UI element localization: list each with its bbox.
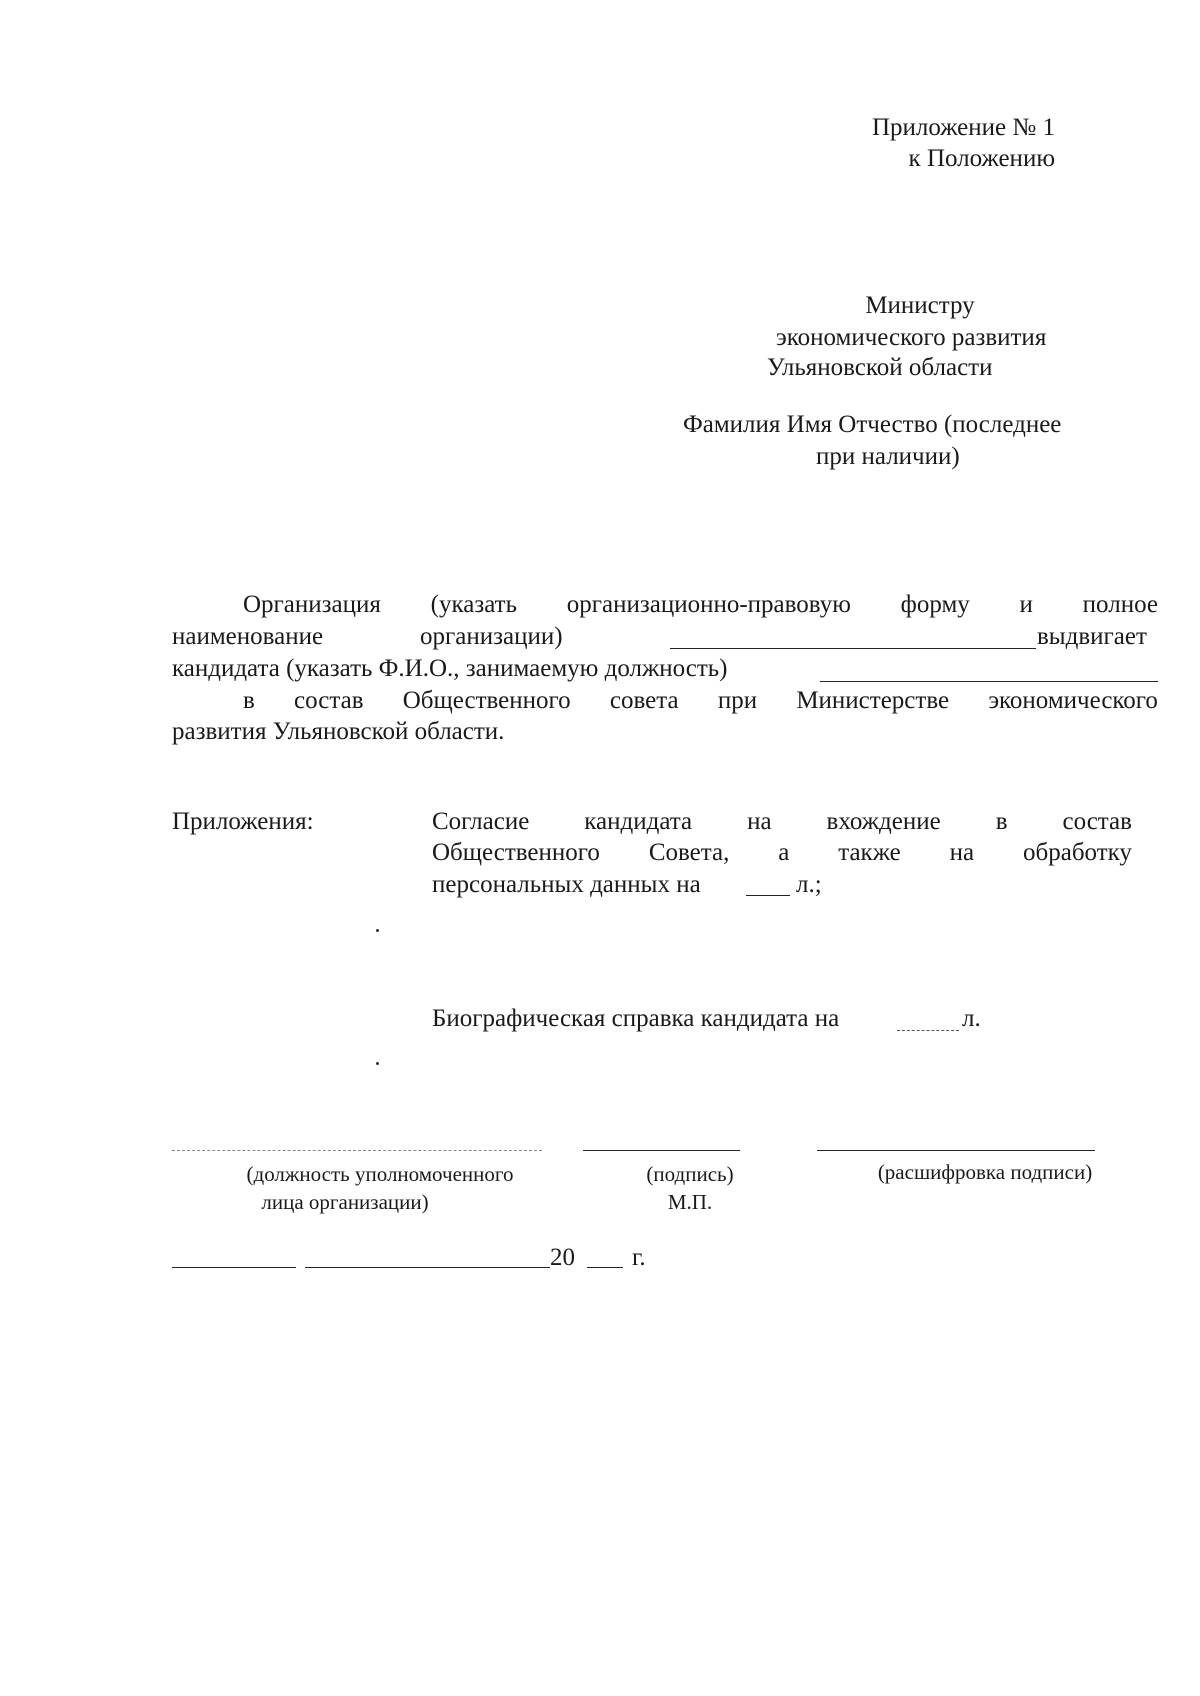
body-word: Министерстве: [796, 687, 950, 714]
addressee-line-1: Министру: [865, 292, 975, 319]
body-p1-line-3: кандидата (указать Ф.И.О., занимаемую должность): [172, 655, 728, 682]
position-caption-1: (должность уполномоченного: [246, 1162, 514, 1186]
attachment-1-line-3-end: л.;: [796, 871, 822, 898]
attachment-word: Совета,: [648, 839, 730, 866]
list-bullet-1: [376, 929, 379, 932]
addressee-name-line-2: при наличии): [816, 443, 960, 470]
attachment-2-start: Биографическая справка кандидата на: [432, 1005, 840, 1032]
date-day-line: [172, 1267, 296, 1268]
attachment-1-line-2: [432, 837, 1132, 869]
signature-caption: (подпись): [646, 1162, 734, 1186]
body-p2-line-1: [243, 685, 1158, 717]
body-p2-line-2: развития Ульяновской области.: [172, 718, 505, 745]
organization-name-line: [670, 648, 1036, 649]
attachment-word: Общественного: [432, 839, 600, 866]
attachment-word: Согласие: [432, 808, 530, 835]
body-word: Организация: [243, 591, 381, 618]
body-word: Общественного: [402, 687, 571, 714]
body-p1-word-naimenovanie: наименование: [172, 623, 324, 650]
annex-line-1: Приложение № 1: [871, 114, 1055, 141]
addressee-line-3: Ульяновской области: [767, 354, 993, 381]
body-word: организационно-правовую: [566, 591, 851, 618]
attachment-2-pages-line: [897, 1030, 959, 1031]
attachment-1-line-3-start: персональных данных на: [432, 871, 701, 898]
attachment-word: в: [995, 808, 1008, 835]
date-year-line: [587, 1267, 623, 1268]
attachment-word: также: [838, 839, 901, 866]
addressee-line-2: экономического развития: [776, 324, 1047, 351]
attachments-label: Приложения:: [172, 808, 314, 835]
attachment-word: кандидата: [584, 808, 693, 835]
addressee-name-line-1: Фамилия Имя Отчество (последнее: [683, 411, 1062, 438]
body-p1-line-1: [243, 589, 1158, 621]
stamp-caption: М.П.: [667, 1190, 713, 1214]
attachment-word: вхождение: [826, 808, 941, 835]
attachment-word: а: [778, 839, 790, 866]
body-word: совета: [609, 687, 679, 714]
attachment-2-end: л.: [962, 1005, 981, 1032]
body-word: в: [243, 687, 255, 714]
list-bullet-2: [376, 1062, 379, 1065]
body-word: (указать: [430, 591, 517, 618]
body-word: и: [1019, 591, 1033, 618]
candidate-info-line: [820, 681, 1158, 682]
attachment-word: состав: [1062, 808, 1132, 835]
body-word: экономического: [988, 687, 1158, 714]
body-word: при: [717, 687, 758, 714]
date-year-suffix: г.: [632, 1244, 646, 1271]
attachment-word: на: [747, 808, 772, 835]
body-word: полное: [1082, 591, 1158, 618]
position-line: [172, 1150, 542, 1151]
body-word: форму: [900, 591, 970, 618]
signature-line: [583, 1150, 740, 1151]
signature-decode-line: [817, 1150, 1095, 1151]
annex-line-2: к Положению: [908, 145, 1055, 172]
attachment-word: на: [949, 839, 975, 866]
position-caption-2: лица организации): [261, 1190, 429, 1214]
body-p1-word-organizacii: организации): [420, 623, 563, 650]
signature-decode-caption: (расшифровка подписи): [877, 1160, 1093, 1184]
date-year-prefix: 20: [550, 1244, 575, 1271]
body-word: состав: [294, 687, 364, 714]
attachment-1-line-1: [432, 806, 1132, 838]
attachment-1-pages-line: [746, 895, 790, 896]
attachment-word: обработку: [1023, 839, 1132, 866]
body-p1-vydvigaet: выдвигает: [1037, 623, 1147, 650]
date-month-line: [305, 1267, 550, 1268]
